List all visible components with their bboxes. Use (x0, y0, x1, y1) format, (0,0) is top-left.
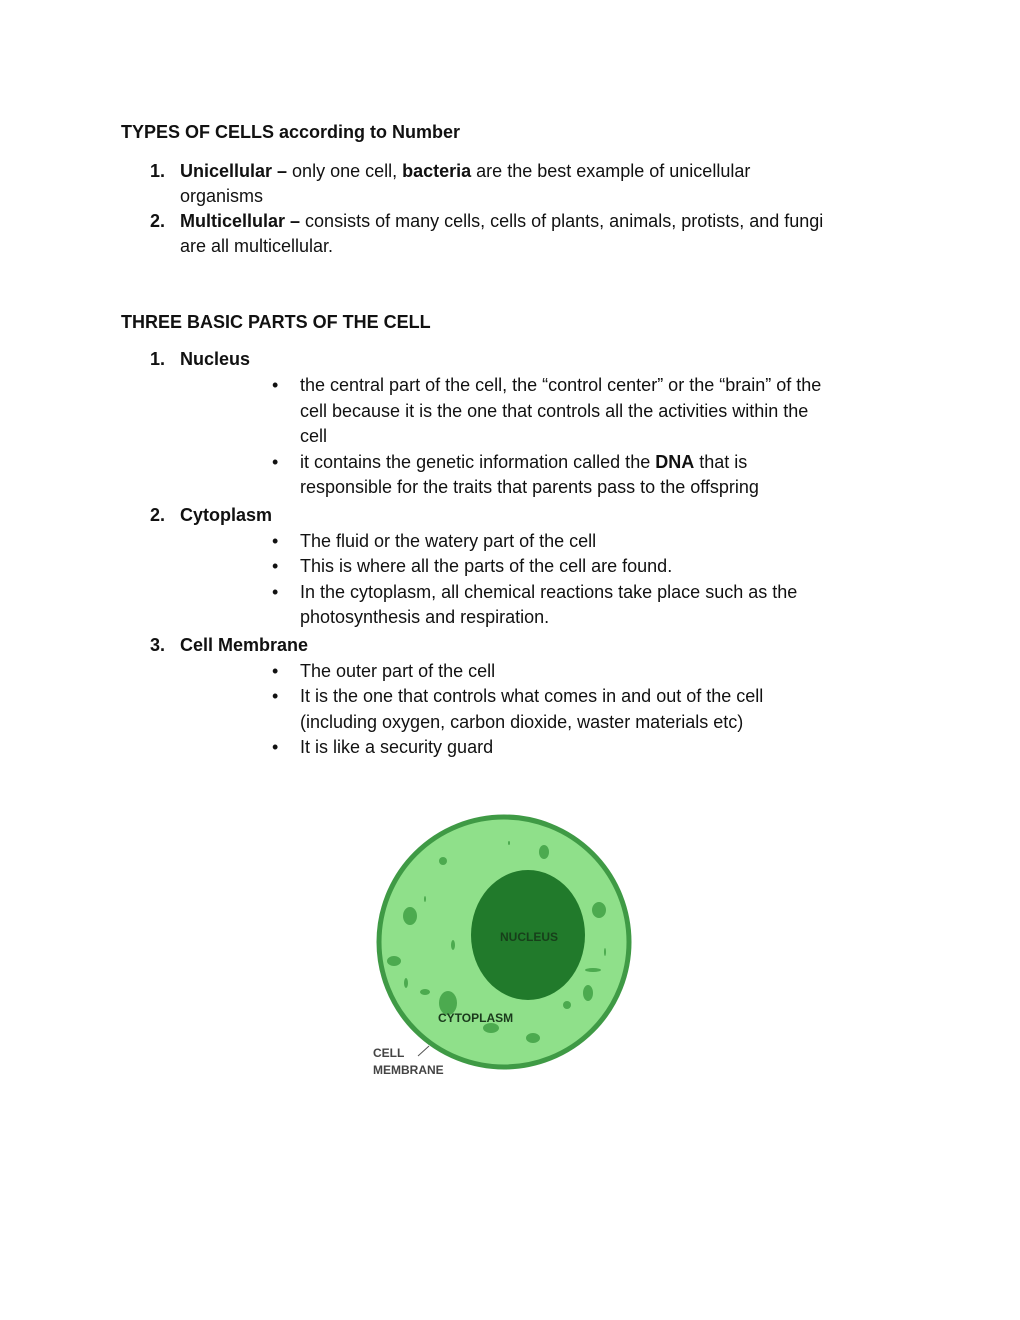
cell-membrane-label-1: CELL (373, 1046, 405, 1060)
section-heading-parts: THREE BASIC PARTS OF THE CELL (121, 312, 431, 332)
bullet-text: photosynthesis and respiration. (300, 607, 550, 627)
organelle-shape (508, 841, 510, 845)
item-text-line: organisms (180, 186, 264, 206)
bullet-text: the central part of the cell, the “control center” or the “brain” of the (300, 375, 822, 395)
cytoplasm-label: CYTOPLASM (438, 1011, 514, 1025)
item-text-part: are the best example of unicellular (471, 161, 751, 181)
part-name: Cytoplasm (180, 504, 273, 525)
organelle-shape (585, 968, 601, 972)
bullet-icon: • (272, 737, 279, 757)
bullet-icon: • (272, 660, 279, 681)
bullet-text: This is where all the parts of the cell are found. (300, 556, 673, 576)
item-text-part: consists of many cells, cells of plants, animals, protists, and fungi (300, 211, 824, 231)
bullet-text-part: that is (694, 451, 748, 472)
organelle-shape (526, 1033, 540, 1043)
organelle-shape (387, 956, 401, 966)
bullet-icon: • (272, 581, 279, 602)
organelle-shape (404, 978, 408, 988)
bullet-text: cell because it is the one that controls all the activities within the (300, 400, 809, 421)
organelle-shape (439, 857, 447, 865)
section-heading-types: TYPES OF CELLS according to Number (121, 122, 461, 142)
organelle-shape (403, 907, 417, 925)
bullet-text: It is like a security guard (300, 737, 494, 757)
nucleus-label: NUCLEUS (499, 930, 559, 944)
item-term: Unicellular – (180, 161, 288, 181)
item-text-line: are all multicellular. (180, 236, 334, 256)
organelle-shape (592, 902, 606, 918)
bullet-icon: • (272, 556, 279, 576)
organelle-shape (563, 1001, 571, 1009)
bullet-icon: • (272, 375, 279, 395)
bullet-icon: • (272, 451, 279, 472)
bullet-icon: • (272, 686, 279, 706)
bullet-text: (including oxygen, carbon dioxide, waster materials etc) (300, 711, 744, 732)
bullet-text: cell (300, 426, 328, 446)
item-text-part: only one cell, (287, 161, 403, 181)
part-number: 2. (150, 504, 166, 525)
organelle-shape (420, 989, 430, 995)
organelle-shape (424, 896, 426, 902)
organelle-shape (583, 985, 593, 1001)
cell-membrane-label-2: MEMBRANE (373, 1063, 444, 1077)
part-name: Nucleus (180, 349, 251, 369)
bullet-text: The outer part of the cell (300, 660, 496, 681)
bullet-icon: • (272, 530, 279, 551)
bullet-text: The fluid or the watery part of the cell (300, 530, 597, 551)
bullet-text: responsible for the traits that parents pass to the offspring (300, 477, 759, 497)
item-term: Multicellular – (180, 211, 301, 231)
bullet-bold-word: DNA (655, 451, 695, 472)
part-name: Cell Membrane (180, 634, 309, 655)
item-number: 1. (150, 161, 166, 181)
item-bold-word: bacteria (402, 161, 472, 181)
bullet-text-part: it contains the genetic information called the (300, 451, 656, 472)
item-number: 2. (150, 211, 166, 231)
part-number: 3. (150, 634, 166, 655)
organelle-shape (539, 845, 549, 859)
membrane-pointer-line (418, 1046, 429, 1056)
bullet-text: In the cytoplasm, all chemical reactions take place such as the (300, 581, 798, 602)
part-number: 1. (150, 349, 166, 369)
bullet-text: It is the one that controls what comes in and out of the cell (300, 686, 764, 706)
organelle-shape (451, 940, 455, 950)
organelle-shape (604, 948, 606, 956)
